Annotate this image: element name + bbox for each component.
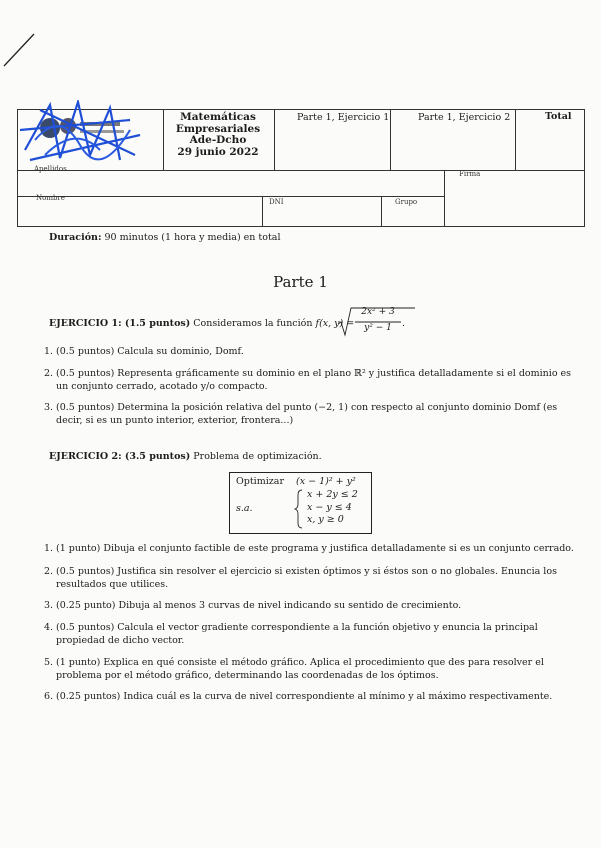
label-firma: Firma (459, 170, 481, 178)
label-apellidos: Apellidos (34, 165, 67, 173)
period: . (402, 318, 406, 329)
fraction-denominator: y² − 1 (364, 323, 392, 333)
sa-label: s.a. (236, 503, 253, 514)
opt-label: Optimizar (236, 476, 284, 487)
col-total: Total (545, 111, 572, 122)
label-nombre: Nombre (36, 194, 65, 202)
university-logo-scribbled (20, 100, 160, 168)
ex2-item-5: 5. (1 punto) Explica en qué consiste el método gráfico. Aplica el procedimiento que des para resolver el problema por el método gráfico, determinando las coordenadas de los óptimos. (44, 657, 544, 681)
ex2-item-2: 2. (0.5 puntos) Justifica sin resolver el ejercicio si existen óptimos y si éstos son o no globales. Enuncia los resultados que utilices. (44, 566, 557, 590)
fraction-numerator: 2x² + 3 (361, 307, 395, 317)
label-dni: DNI (269, 198, 284, 206)
ex2-item-3: 3. (0.25 punto) Dibuja al menos 3 curvas de nivel indicando su sentido de crecimiento. (44, 600, 462, 611)
constraints: x + 2y ≤ 2 x − y ≤ 4 x, y ≥ 0 (307, 489, 358, 525)
constraint-brace (294, 489, 304, 529)
col-part1-ex2: Parte 1, Ejercicio 2 (418, 112, 511, 123)
subject-title: Matemáticas Empresariales Ade-Dcho 29 junio 2022 (175, 111, 261, 158)
ex1-item-3: 3. (0.5 puntos) Determina la posición relativa del punto (−2, 1) con respecto al conjunto dominio Domf (es decir, si es un punto interior, exterior, frontera...) (44, 402, 558, 426)
ex1-item-1: 1. (0.5 puntos) Calcula su dominio, Domf. (44, 346, 244, 357)
corner-pen-mark (0, 30, 40, 70)
ex1-item-2: 2. (0.5 puntos) Representa gráficamente su dominio en el plano ℝ² y justifica detalladamente si el dominio es un conjunto cerrado, acotado y/o compacto. (44, 368, 572, 392)
part-title: Parte 1 (273, 273, 328, 291)
ex2-item-6: 6. (0.25 puntos) Indica cuál es la curva de nivel correspondiente al mínimo y al máximo respectivamente. (44, 691, 553, 702)
ex2-heading: EJERCICIO 2: (3.5 puntos) Problema de optimización. (49, 451, 322, 462)
ex2-item-4: 4. (0.5 puntos) Calcula el vector gradiente correspondiente a la función objetivo y enuncia la principal propiedad de dicho vector. (44, 622, 538, 646)
ex1-heading: EJERCICIO 1: (1.5 puntos) Consideramos la función f(x, y) = (49, 318, 355, 329)
col-part1-ex1: Parte 1, Ejercicio 1 (297, 112, 390, 123)
label-grupo: Grupo (395, 198, 418, 206)
objective: (x − 1)² + y² (296, 476, 356, 487)
duration-line: Duración: 90 minutos (1 hora y media) en total (49, 232, 281, 243)
ex2-item-1: 1. (1 punto) Dibuja el conjunto factible de este programa y justifica detalladamente si es un conjunto cerrado. (44, 543, 574, 554)
